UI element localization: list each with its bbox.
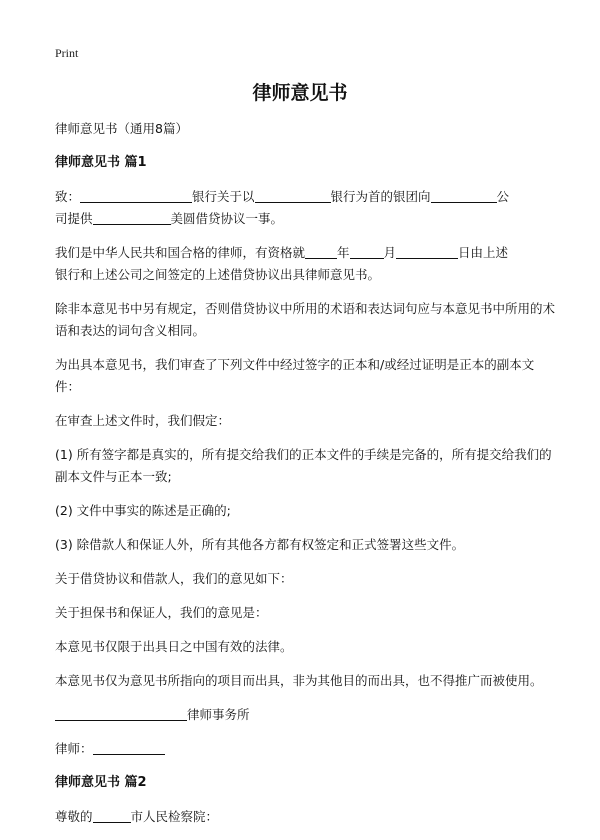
to-text-e: 美圆借贷协议一事。 (170, 211, 284, 226)
lawyer-name-blank (93, 740, 165, 755)
month-label: 月 (383, 245, 397, 260)
city-blank (93, 808, 131, 823)
lawyer-label: 律师： (55, 741, 93, 756)
page-title: 律师意见书 (252, 82, 348, 104)
to-text-a: 银行关于以 (192, 189, 255, 204)
qualification-text-b: 日由上述 (458, 245, 509, 260)
assumption-item-1: (1) 所有签字都是真实的，所有提交给我们的正本文件的手续是完备的，所有提交给我们的副本文件与正本一致; (55, 447, 552, 484)
greeting-text-a: 尊敬的 (55, 809, 93, 824)
lawyer-signature-line (55, 738, 555, 760)
greeting-paragraph (55, 806, 555, 828)
qualification-paragraph (55, 242, 555, 286)
assumption-item-3: (3) 除借款人和保证人外，所有其他各方都有权签定和正式签署这些文件。 (55, 537, 465, 552)
month-blank (350, 244, 384, 259)
year-blank (305, 244, 337, 259)
opinion-loan-paragraph: 关于借贷协议和借款人，我们的意见如下： (55, 571, 293, 586)
terms-paragraph: 除非本意见书中另有规定，否则借贷协议中所用的术语和表达词句应与本意见书中所用的术语和表达的词句含义相同。 (55, 301, 556, 338)
qualification-text-c: 银行和上述公司之间签定的上述借贷协议出具律师意见书。 (55, 267, 381, 282)
document-subtitle: 律师意见书（通用8篇） (55, 121, 188, 136)
opinion-guarantee-paragraph: 关于担保书和保证人，我们的意见是： (55, 605, 268, 620)
to-text-d: 司提供 (55, 211, 93, 226)
qualification-text-a: 我们是中华人民共和国合格的律师，有资格就 (55, 245, 306, 260)
law-scope-paragraph: 本意见书仅限于出具日之中国有效的法律。 (55, 639, 293, 654)
firm-signature-line (55, 704, 555, 726)
amount-blank (93, 210, 171, 225)
section-2-heading: 律师意见书 篇2 (55, 775, 147, 790)
bank-blank (80, 188, 192, 203)
company-blank (431, 188, 497, 203)
to-text-c: 公 (496, 189, 510, 204)
usage-scope-paragraph: 本意见书仅为意见书所指向的项目而出具，非为其他目的而出具，也不得推广而被使用。 (55, 673, 543, 688)
review-paragraph: 为出具本意见书，我们审查了下列文件中经过签字的正本和/或经过证明是正本的副本文件： (55, 357, 535, 394)
document-body (55, 118, 555, 840)
firm-name-blank (55, 706, 187, 721)
to-text-b: 银行为首的银团向 (330, 189, 431, 204)
year-label: 年 (337, 245, 350, 260)
lead-bank-blank (255, 188, 331, 203)
firm-suffix: 律师事务所 (187, 707, 250, 722)
assumption-item-2: (2) 文件中事实的陈述是正确的; (55, 503, 231, 518)
addressee-paragraph (55, 186, 555, 230)
greeting-text-b: 市人民检察院： (130, 809, 219, 824)
to-prefix: 致： (55, 189, 81, 204)
print-link[interactable]: Print (55, 46, 79, 60)
assumption-paragraph: 在审查上述文件时，我们假定： (55, 413, 231, 428)
day-blank (396, 244, 458, 259)
section-1-heading: 律师意见书 篇1 (55, 155, 147, 170)
